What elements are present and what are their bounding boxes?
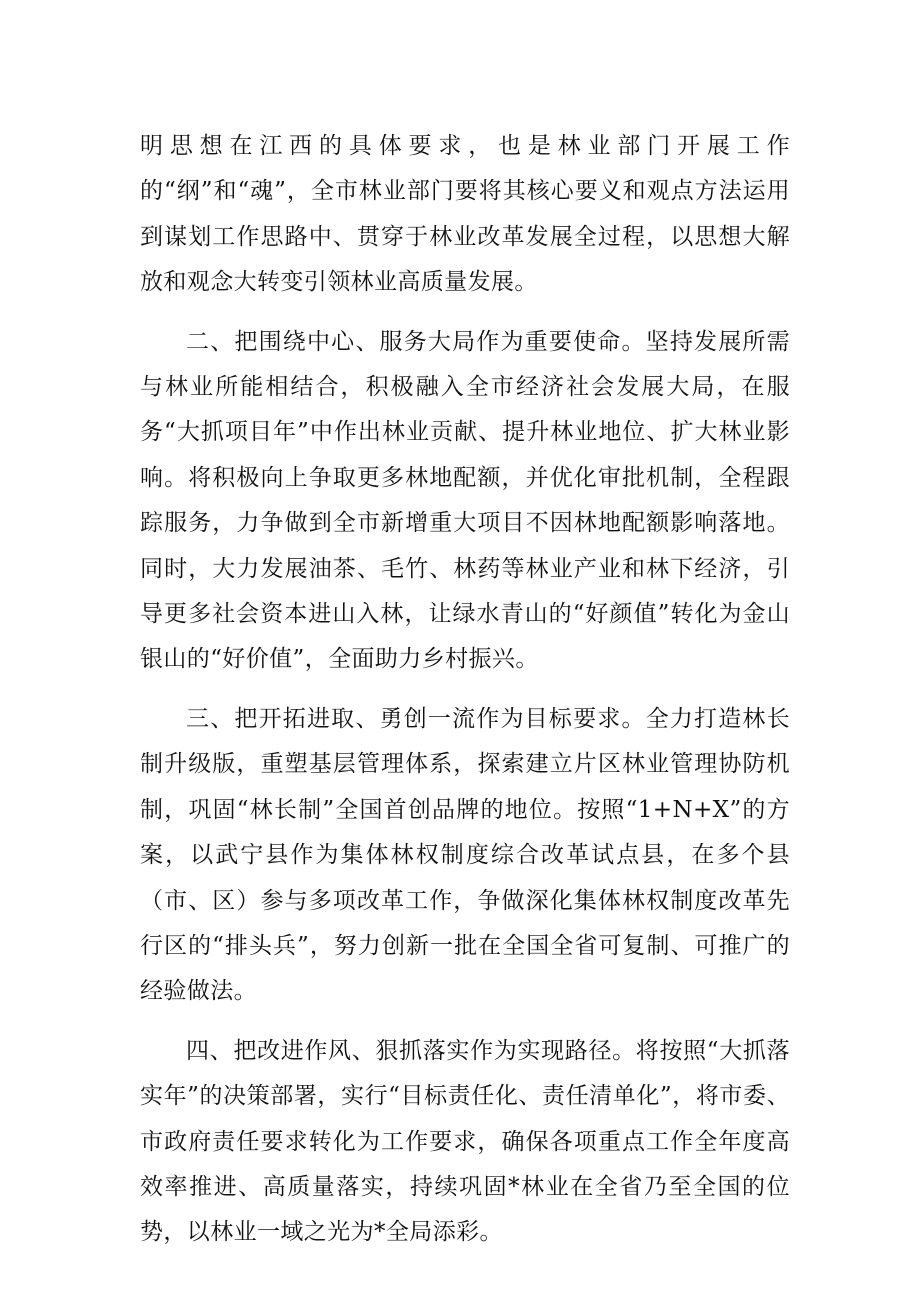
- paragraph-section-two: 二、把围绕中心、服务大局作为重要使命。坚持发展所需与林业所能相结合，积极融入全市经济社会发展大局，在服务“大抓项目年”中作出林业贡献、提升林业地位、扩大林业影响。将积极向上争取更多林地配额，并优化审批机制，全程跟踪服务，力争做到全市新增重大项目不因林地配额影响落地。同时，大力发展油茶、毛竹、林药等林业产业和林下经济，引导更多社会资本进山入林，让绿水青山的“好颜值”转化为金山银山的“好价值”，全面助力乡村振兴。: [140, 328, 790, 673]
- paragraph-section-four: 四、把改进作风、狠抓落实作为实现路径。将按照“大抓落实年”的决策部署，实行“目标责任化、责任清单化”，将市委、市政府责任要求转化为工作要求，确保各项重点工作全年度高效率推进、高质量落实，持续巩固*林业在全省乃至全国的位势，以林业一域之光为*全局添彩。: [140, 1037, 790, 1246]
- paragraph-section-three: 三、把开拓进取、勇创一流作为目标要求。全力打造林长制升级版，重塑基层管理体系，探索建立片区林业管理协防机制，巩固“林长制”全国首创品牌的地位。按照“1+N+X”的方案，以武宁县作为集体林权制度综合改革试点县，在多个县（市、区）参与多项改革工作，争做深化集体林权制度改革先行区的“排头兵”，努力创新一批在全国全省可复制、可推广的经验做法。: [140, 705, 790, 1005]
- paragraph-continuation: 明思想在江西的具体要求，也是林业部门开展工作的“纲”和“魂”，全市林业部门要将其核心要义和观点方法运用到谋划工作思路中、贯穿于林业改革发展全过程，以思想大解放和观念大转变引领林业高质量发展。: [140, 133, 790, 296]
- document-body: [140, 124, 790, 1270]
